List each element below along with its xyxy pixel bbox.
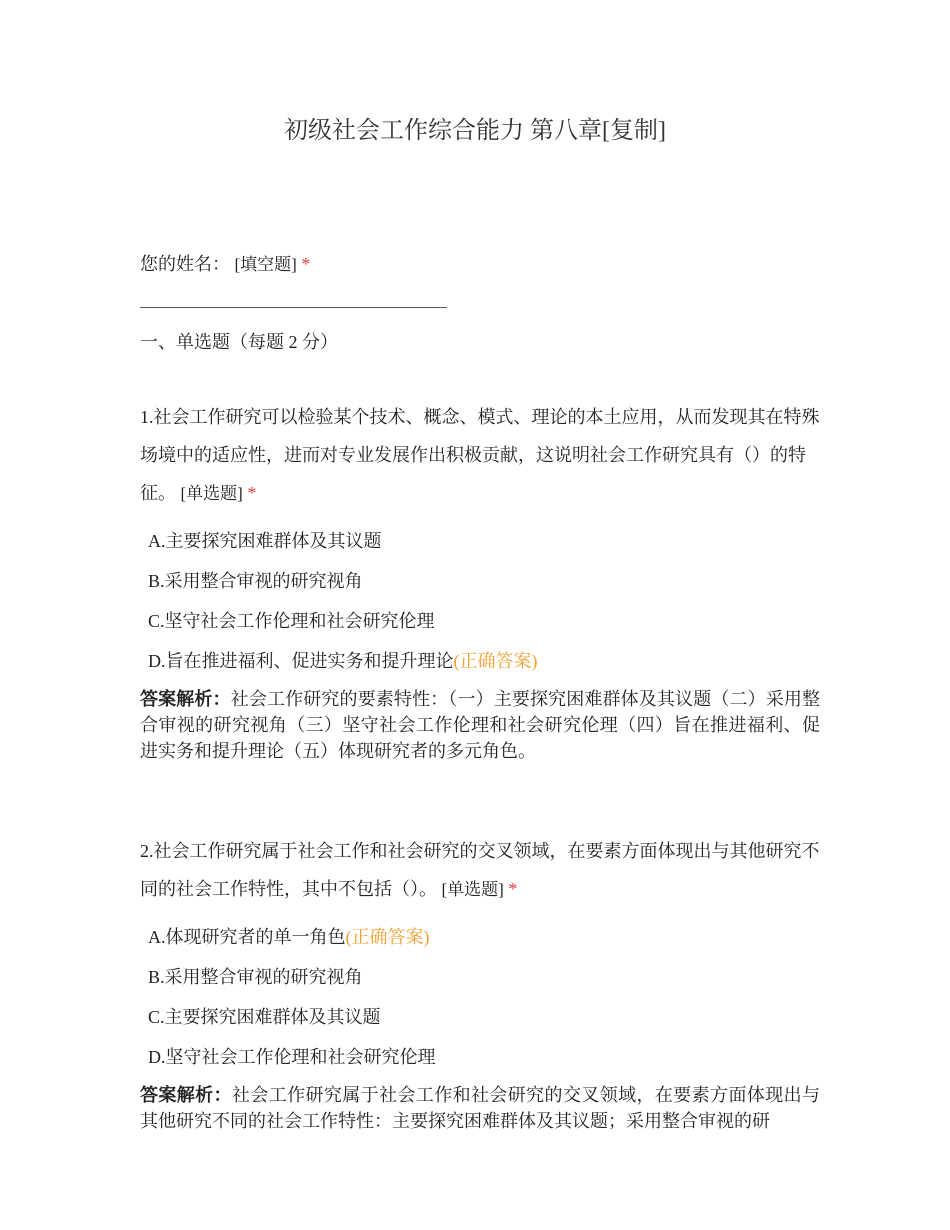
option-item — [140, 561, 820, 601]
question-text: 1.社会工作研究可以检验某个技术、概念、模式、理论的本土应用，从而发现其在特殊场境中的适应性，进而对专业发展作出积极贡献，这说明社会工作研究具有（）的特征。 — [140, 407, 820, 503]
option-text: D.坚守社会工作伦理和社会研究伦理 — [148, 1047, 436, 1067]
required-marker: * — [247, 483, 257, 503]
answer-analysis-1 — [140, 686, 820, 764]
option-item — [140, 601, 820, 641]
option-text: A.主要探究困难群体及其议题 — [148, 531, 382, 551]
analysis-text: 社会工作研究的要素特性：（一）主要探究困难群体及其议题（二）采用整合审视的研究视角（三）坚守社会工作伦理和社会研究伦理（四）旨在推进福利、促进实务和提升理论（五）体现研究者的多元角色。 — [140, 689, 821, 761]
option-item — [140, 521, 820, 561]
name-answer-line — [140, 306, 447, 308]
question-type-tag: [填空题] — [234, 255, 297, 274]
question-type-tag: [单选题] — [180, 484, 243, 503]
option-text: B.采用整合审视的研究视角 — [148, 967, 363, 987]
question-1-options — [140, 521, 820, 681]
page-title: 初级社会工作综合能力 第八章[复制] — [284, 118, 666, 144]
question-2-options — [140, 917, 820, 1077]
option-text: C.主要探究困难群体及其议题 — [148, 1007, 381, 1027]
required-marker: * — [301, 254, 311, 274]
question-type-tag: [单选题] — [441, 880, 504, 899]
required-marker: * — [508, 879, 518, 899]
survey-content — [140, 248, 820, 1134]
option-text: C.坚守社会工作伦理和社会研究伦理 — [148, 611, 435, 631]
question-1 — [140, 398, 820, 513]
name-question — [140, 248, 820, 280]
correct-answer-mark: (正确答案) — [345, 927, 430, 947]
option-item — [140, 957, 820, 997]
option-item — [140, 641, 820, 681]
correct-answer-mark: (正确答案) — [453, 651, 538, 671]
option-item — [140, 917, 820, 957]
question-text: 2.社会工作研究属于社会工作和社会研究的交叉领域，在要素方面体现出与其他研究不同的社会工作特性，其中不包括（）。 — [140, 841, 820, 899]
option-item — [140, 997, 820, 1037]
option-text: A.体现研究者的单一角色 — [148, 927, 346, 947]
option-item — [140, 1037, 820, 1077]
question-2 — [140, 832, 820, 909]
analysis-label: 答案解析： — [140, 689, 231, 709]
answer-analysis-2 — [140, 1082, 820, 1134]
analysis-text: 社会工作研究属于社会工作和社会研究的交叉领域，在要素方面体现出与其他研究不同的社会工作特性：主要探究困难群体及其议题；采用整合审视的研 — [140, 1085, 821, 1131]
section-heading: 一、单选题（每题 2 分） — [140, 332, 338, 352]
analysis-label: 答案解析： — [140, 1085, 232, 1105]
name-question-text: 您的姓名： — [140, 254, 230, 274]
option-text: D.旨在推进福利、促进实务和提升理论 — [148, 651, 454, 671]
option-text: B.采用整合审视的研究视角 — [148, 571, 363, 591]
